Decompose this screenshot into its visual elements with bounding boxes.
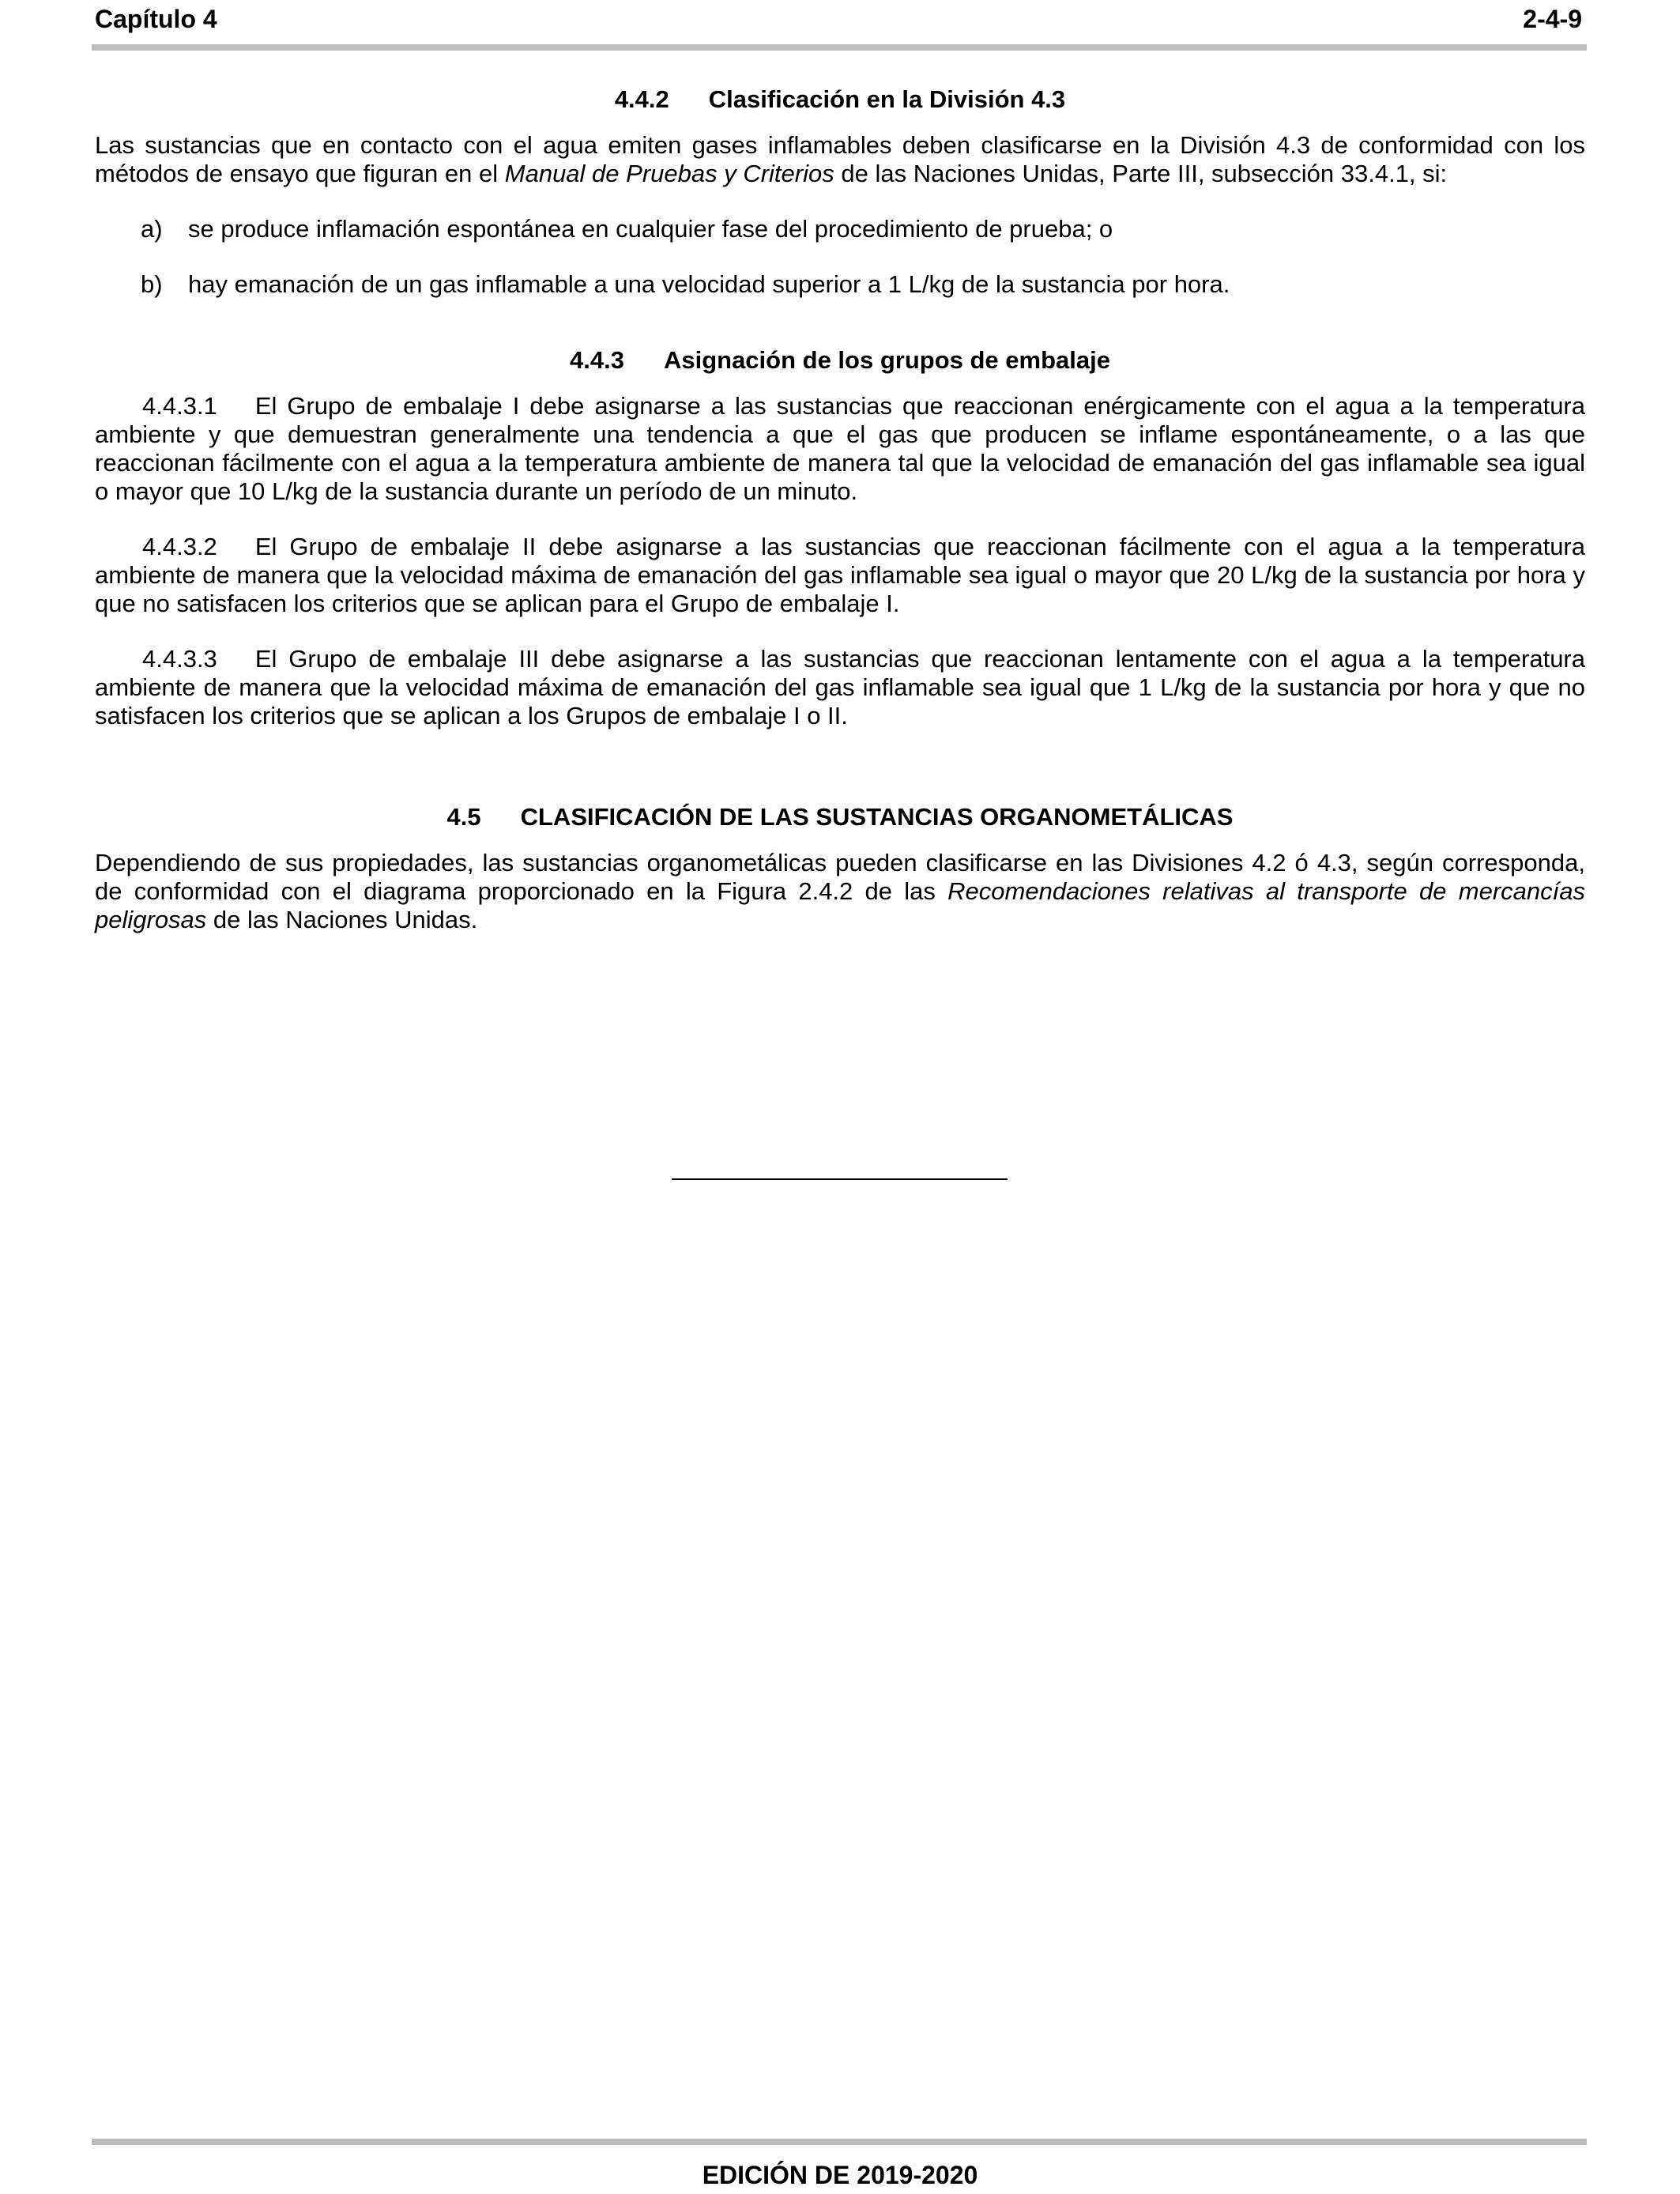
paragraph-number: 4.4.3.2 <box>142 533 217 560</box>
footer-rule <box>92 2139 1587 2145</box>
list-item-label: b) <box>141 270 163 298</box>
paragraph-4-5 <box>95 849 1585 934</box>
section-title: CLASIFICACIÓN DE LAS SUSTANCIAS ORGANOMETÁLICAS <box>520 803 1234 831</box>
chapter-label: Capítulo 4 <box>95 5 217 33</box>
intro-italic-title: Manual de Pruebas y Criterios <box>504 160 834 187</box>
paragraph-number: 4.4.3.1 <box>142 392 217 420</box>
list-item-text: hay emanación de un gas inflamable a una velocidad superior a 1 L/kg de la sustancia por hora. <box>188 270 1230 298</box>
section-heading-4-4-2 <box>95 82 1585 117</box>
section-number: 4.4.3 <box>570 346 624 374</box>
section-title: Asignación de los grupos de embalaje <box>663 346 1110 374</box>
paragraph-italic-title: Recomendaciones relativas al transporte de mercancías peligrosas <box>95 877 1585 933</box>
paragraph-4-4-3-2 <box>95 533 1585 618</box>
intro-paragraph <box>95 131 1585 188</box>
list-item-text: se produce inflamación espontánea en cualquier fase del procedimiento de prueba; o <box>188 215 1113 243</box>
paragraph-text: Dependiendo de sus propiedades, las sustancias organometálicas pueden clasificarse en las Divisiones 4.2 ó 4.3, según corresponda, de conformidad con el diagrama proporcionado en la Figura 2.4.2 de las <box>95 849 1585 905</box>
intro-text-end: de las Naciones Unidas, Parte III, subsección 33.4.1, si: <box>834 160 1448 187</box>
list-item-label: a) <box>141 215 163 243</box>
list-item <box>95 215 1585 243</box>
end-separator-line <box>672 1178 1008 1180</box>
section-title: Clasificación en la División 4.3 <box>708 85 1066 113</box>
section-heading-4-5 <box>95 800 1585 835</box>
paragraph-text-end: de las Naciones Unidas. <box>206 906 478 933</box>
paragraph-4-4-3-1 <box>95 392 1585 506</box>
paragraph-text: El Grupo de embalaje II debe asignarse a las sustancias que reaccionan fácilmente con el agua a la temperatura ambiente de manera que la velocidad máxima de emanación del gas inflamable sea igual o mayor que 20 L/kg de la sustancia por hora y que no satisfacen los criterios que se aplican para el Grupo de embalaje I. <box>95 533 1585 617</box>
page-header <box>95 2 1582 36</box>
paragraph-text: El Grupo de embalaje I debe asignarse a las sustancias que reaccionan enérgicamente con el agua a la temperatura ambiente y que demuestran generalmente una tendencia a que el gas que producen se inflame espontáneamente, o a las que reaccionan fácilmente con el agua a la temperatura ambiente de manera tal que la velocidad de emanación del gas inflamable sea igual o mayor que 10 L/kg de la sustancia durante un período de un minuto. <box>95 392 1585 505</box>
paragraph-4-4-3-3 <box>95 645 1585 730</box>
paragraph-number: 4.4.3.3 <box>142 645 217 673</box>
paragraph-text: El Grupo de embalaje III debe asignarse a las sustancias que reaccionan lentamente con el agua a la temperatura ambiente de manera que la velocidad máxima de emanación del gas inflamable sea igual que 1 L/kg de la sustancia por hora y que no satisfacen los criterios que se aplican a los Grupos de embalaje I o II. <box>95 645 1585 729</box>
section-number: 4.4.2 <box>614 85 669 113</box>
page-number: 2-4-9 <box>1523 5 1582 33</box>
section-heading-4-4-3 <box>95 343 1585 378</box>
header-rule <box>92 44 1587 51</box>
page-content <box>95 82 1585 934</box>
list-item <box>95 270 1585 299</box>
section-number: 4.5 <box>446 803 481 831</box>
edition-footer: EDICIÓN DE 2019-2020 <box>702 2161 978 2189</box>
intro-text: Las sustancias que en contacto con el agua emiten gases inflamables deben clasificarse en la División 4.3 de conformidad con los métodos de ensayo que figuran en el <box>95 131 1585 187</box>
